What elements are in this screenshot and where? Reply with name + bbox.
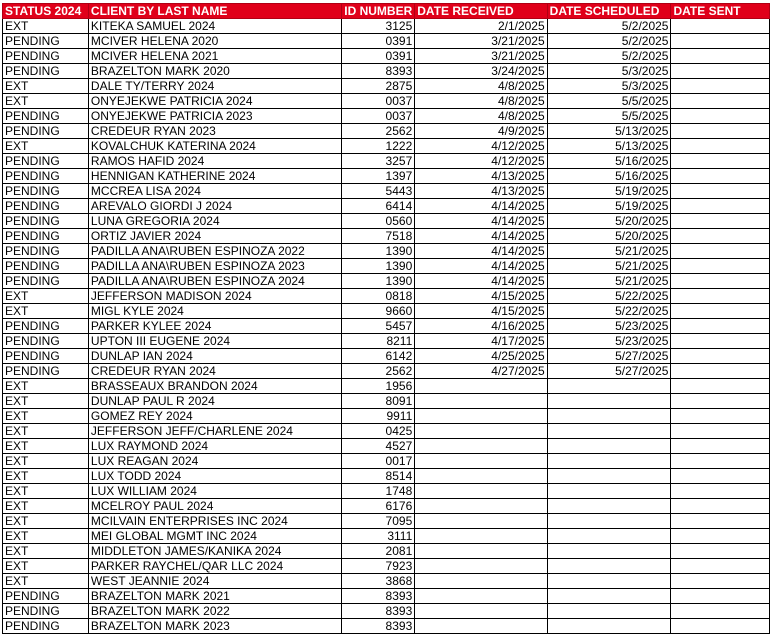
header-date-scheduled[interactable]: DATE SCHEDULED — [547, 4, 671, 19]
cell-date-received[interactable] — [415, 454, 547, 469]
table-row — [3, 79, 770, 94]
cell-status[interactable]: EXT — [3, 409, 89, 424]
cell-status[interactable]: EXT — [3, 439, 89, 454]
cell-client[interactable]: JEFFERSON MADISON 2024 — [88, 289, 341, 304]
cell-client[interactable]: MIDDLETON JAMES/KANIKA 2024 — [88, 544, 341, 559]
cell-date-sent[interactable] — [671, 139, 770, 154]
cell-id-number[interactable]: 3125 — [342, 19, 415, 34]
cell-status[interactable]: EXT — [3, 139, 89, 154]
table-row — [3, 319, 770, 334]
cell-status[interactable]: PENDING — [3, 34, 89, 49]
cell-date-sent[interactable] — [671, 469, 770, 484]
cell-client[interactable]: BRAZELTON MARK 2022 — [88, 604, 341, 619]
table-row — [3, 244, 770, 259]
cell-status[interactable]: PENDING — [3, 334, 89, 349]
cell-id-number[interactable]: 8393 — [342, 64, 415, 79]
header-client[interactable]: CLIENT BY LAST NAME — [88, 4, 341, 19]
table-row — [3, 604, 770, 619]
cell-date-sent[interactable] — [671, 244, 770, 259]
cell-client[interactable]: MCIVER HELENA 2021 — [88, 49, 341, 64]
cell-client[interactable]: UPTON III EUGENE 2024 — [88, 334, 341, 349]
cell-id-number[interactable]: 1956 — [342, 379, 415, 394]
cell-client[interactable]: DALE TY/TERRY 2024 — [88, 79, 341, 94]
table-row — [3, 304, 770, 319]
cell-date-received[interactable] — [415, 469, 547, 484]
cell-client[interactable]: GOMEZ REY 2024 — [88, 409, 341, 424]
table-row — [3, 379, 770, 394]
cell-status[interactable]: PENDING — [3, 604, 89, 619]
table-row — [3, 94, 770, 109]
cell-date-received[interactable]: 4/25/2025 — [415, 349, 547, 364]
cell-date-received[interactable] — [415, 484, 547, 499]
cell-date-scheduled[interactable] — [547, 409, 671, 424]
cell-date-sent[interactable] — [671, 289, 770, 304]
table-row — [3, 169, 770, 184]
table-row — [3, 454, 770, 469]
cell-id-number[interactable]: 8393 — [342, 619, 415, 634]
cell-date-scheduled[interactable]: 5/22/2025 — [547, 289, 671, 304]
cell-date-sent[interactable] — [671, 229, 770, 244]
cell-date-sent[interactable] — [671, 574, 770, 589]
cell-status[interactable]: EXT — [3, 19, 89, 34]
cell-date-sent[interactable] — [671, 109, 770, 124]
table-row — [3, 394, 770, 409]
cell-status[interactable]: EXT — [3, 304, 89, 319]
table-row — [3, 424, 770, 439]
cell-client[interactable]: LUX WILLIAM 2024 — [88, 484, 341, 499]
header-id-number[interactable]: ID NUMBER — [342, 4, 415, 19]
table-row — [3, 484, 770, 499]
cell-date-scheduled[interactable]: 5/16/2025 — [547, 169, 671, 184]
cell-date-received[interactable]: 4/8/2025 — [415, 94, 547, 109]
cell-date-scheduled[interactable]: 5/20/2025 — [547, 229, 671, 244]
cell-client[interactable]: ONYEJEKWE PATRICIA 2023 — [88, 109, 341, 124]
cell-id-number[interactable]: 0017 — [342, 454, 415, 469]
cell-date-scheduled[interactable]: 5/2/2025 — [547, 49, 671, 64]
cell-id-number[interactable]: 2562 — [342, 364, 415, 379]
cell-id-number[interactable]: 7923 — [342, 559, 415, 574]
cell-date-scheduled[interactable] — [547, 379, 671, 394]
cell-date-scheduled[interactable] — [547, 484, 671, 499]
cell-client[interactable]: KOVALCHUK KATERINA 2024 — [88, 139, 341, 154]
table-row — [3, 64, 770, 79]
cell-date-sent[interactable] — [671, 589, 770, 604]
cell-date-scheduled[interactable]: 5/20/2025 — [547, 214, 671, 229]
cell-status[interactable]: EXT — [3, 424, 89, 439]
cell-client[interactable]: PARKER RAYCHEL/QAR LLC 2024 — [88, 559, 341, 574]
cell-date-received[interactable]: 4/13/2025 — [415, 169, 547, 184]
cell-id-number[interactable]: 0037 — [342, 94, 415, 109]
cell-date-received[interactable]: 3/21/2025 — [415, 49, 547, 64]
cell-date-received[interactable]: 4/14/2025 — [415, 274, 547, 289]
cell-id-number[interactable]: 5443 — [342, 184, 415, 199]
cell-date-scheduled[interactable]: 5/2/2025 — [547, 19, 671, 34]
cell-client[interactable]: MEI GLOBAL MGMT INC 2024 — [88, 529, 341, 544]
cell-client[interactable]: LUX RAYMOND 2024 — [88, 439, 341, 454]
cell-date-received[interactable]: 4/12/2025 — [415, 139, 547, 154]
cell-date-sent[interactable] — [671, 214, 770, 229]
cell-date-sent[interactable] — [671, 184, 770, 199]
table-row — [3, 289, 770, 304]
cell-id-number[interactable]: 9660 — [342, 304, 415, 319]
cell-client[interactable]: ONYEJEKWE PATRICIA 2024 — [88, 94, 341, 109]
cell-date-scheduled[interactable]: 5/23/2025 — [547, 334, 671, 349]
cell-date-received[interactable] — [415, 589, 547, 604]
cell-date-sent[interactable] — [671, 454, 770, 469]
cell-status[interactable]: EXT — [3, 79, 89, 94]
cell-status[interactable]: PENDING — [3, 349, 89, 364]
cell-date-scheduled[interactable] — [547, 424, 671, 439]
table-row — [3, 214, 770, 229]
cell-client[interactable]: MCCREA LISA 2024 — [88, 184, 341, 199]
cell-status[interactable]: EXT — [3, 289, 89, 304]
table-row — [3, 259, 770, 274]
cell-date-sent[interactable] — [671, 349, 770, 364]
cell-id-number[interactable]: 1390 — [342, 274, 415, 289]
table-row — [3, 109, 770, 124]
cell-id-number[interactable]: 1390 — [342, 259, 415, 274]
cell-date-sent[interactable] — [671, 79, 770, 94]
cell-date-received[interactable] — [415, 559, 547, 574]
cell-date-sent[interactable] — [671, 169, 770, 184]
cell-id-number[interactable]: 0391 — [342, 34, 415, 49]
cell-id-number[interactable]: 6142 — [342, 349, 415, 364]
cell-date-received[interactable]: 4/14/2025 — [415, 244, 547, 259]
cell-date-received[interactable] — [415, 574, 547, 589]
cell-date-scheduled[interactable]: 5/5/2025 — [547, 94, 671, 109]
cell-status[interactable]: PENDING — [3, 154, 89, 169]
cell-status[interactable]: PENDING — [3, 274, 89, 289]
table-row — [3, 199, 770, 214]
cell-client[interactable]: MIGL KYLE 2024 — [88, 304, 341, 319]
cell-date-scheduled[interactable]: 5/19/2025 — [547, 184, 671, 199]
cell-client[interactable]: MCILVAIN ENTERPRISES INC 2024 — [88, 514, 341, 529]
table-row — [3, 559, 770, 574]
cell-date-sent[interactable] — [671, 484, 770, 499]
cell-id-number[interactable]: 1397 — [342, 169, 415, 184]
cell-status[interactable]: EXT — [3, 559, 89, 574]
cell-client[interactable]: KITEKA SAMUEL 2024 — [88, 19, 341, 34]
cell-date-scheduled[interactable]: 5/3/2025 — [547, 64, 671, 79]
table-row — [3, 469, 770, 484]
cell-status[interactable]: PENDING — [3, 64, 89, 79]
cell-client[interactable]: LUX TODD 2024 — [88, 469, 341, 484]
cell-status[interactable]: PENDING — [3, 619, 89, 634]
cell-status[interactable]: PENDING — [3, 319, 89, 334]
cell-date-scheduled[interactable]: 5/21/2025 — [547, 244, 671, 259]
cell-client[interactable]: CREDEUR RYAN 2023 — [88, 124, 341, 139]
table-row — [3, 619, 770, 634]
cell-date-received[interactable] — [415, 394, 547, 409]
cell-date-received[interactable]: 4/14/2025 — [415, 214, 547, 229]
cell-status[interactable]: PENDING — [3, 184, 89, 199]
cell-date-scheduled[interactable]: 5/22/2025 — [547, 304, 671, 319]
cell-date-sent[interactable] — [671, 439, 770, 454]
table-row — [3, 154, 770, 169]
cell-date-received[interactable] — [415, 379, 547, 394]
cell-id-number[interactable]: 0818 — [342, 289, 415, 304]
cell-date-sent[interactable] — [671, 409, 770, 424]
cell-status[interactable]: PENDING — [3, 214, 89, 229]
cell-id-number[interactable]: 4527 — [342, 439, 415, 454]
cell-status[interactable]: PENDING — [3, 199, 89, 214]
table-row — [3, 274, 770, 289]
cell-date-received[interactable]: 4/15/2025 — [415, 304, 547, 319]
cell-client[interactable]: LUX REAGAN 2024 — [88, 454, 341, 469]
client-status-table — [2, 3, 770, 634]
header-date-sent[interactable]: DATE SENT — [671, 4, 770, 19]
cell-date-received[interactable]: 3/21/2025 — [415, 34, 547, 49]
cell-date-scheduled[interactable]: 5/13/2025 — [547, 139, 671, 154]
cell-date-scheduled[interactable] — [547, 589, 671, 604]
cell-id-number[interactable]: 8514 — [342, 469, 415, 484]
cell-date-scheduled[interactable] — [547, 469, 671, 484]
cell-id-number[interactable]: 1390 — [342, 244, 415, 259]
cell-date-sent[interactable] — [671, 199, 770, 214]
cell-date-sent[interactable] — [671, 154, 770, 169]
cell-client[interactable]: PARKER KYLEE 2024 — [88, 319, 341, 334]
cell-date-sent[interactable] — [671, 94, 770, 109]
cell-client[interactable]: PADILLA ANA\RUBEN ESPINOZA 2022 — [88, 244, 341, 259]
cell-date-sent[interactable] — [671, 379, 770, 394]
cell-id-number[interactable]: 1748 — [342, 484, 415, 499]
cell-date-scheduled[interactable]: 5/19/2025 — [547, 199, 671, 214]
cell-client[interactable]: WEST JEANNIE 2024 — [88, 574, 341, 589]
cell-status[interactable]: EXT — [3, 499, 89, 514]
cell-date-scheduled[interactable]: 5/21/2025 — [547, 259, 671, 274]
cell-date-received[interactable]: 4/14/2025 — [415, 229, 547, 244]
cell-status[interactable]: PENDING — [3, 244, 89, 259]
cell-status[interactable]: PENDING — [3, 109, 89, 124]
table-row — [3, 184, 770, 199]
cell-date-received[interactable]: 4/27/2025 — [415, 364, 547, 379]
table-row — [3, 349, 770, 364]
cell-client[interactable]: RAMOS HAFID 2024 — [88, 154, 341, 169]
table-row — [3, 589, 770, 604]
cell-date-scheduled[interactable]: 5/2/2025 — [547, 34, 671, 49]
table-row — [3, 544, 770, 559]
cell-status[interactable]: PENDING — [3, 259, 89, 274]
header-date-received[interactable]: DATE RECEIVED — [415, 4, 547, 19]
cell-status[interactable]: EXT — [3, 379, 89, 394]
cell-status[interactable]: EXT — [3, 94, 89, 109]
cell-date-scheduled[interactable]: 5/3/2025 — [547, 79, 671, 94]
cell-date-received[interactable] — [415, 514, 547, 529]
cell-date-scheduled[interactable] — [547, 454, 671, 469]
table-row — [3, 499, 770, 514]
cell-date-received[interactable]: 4/8/2025 — [415, 79, 547, 94]
cell-date-sent[interactable] — [671, 334, 770, 349]
cell-id-number[interactable]: 1222 — [342, 139, 415, 154]
cell-date-sent[interactable] — [671, 319, 770, 334]
table-row — [3, 229, 770, 244]
cell-date-scheduled[interactable]: 5/23/2025 — [547, 319, 671, 334]
cell-client[interactable]: JEFFERSON JEFF/CHARLENE 2024 — [88, 424, 341, 439]
cell-date-scheduled[interactable]: 5/21/2025 — [547, 274, 671, 289]
cell-date-scheduled[interactable] — [547, 439, 671, 454]
cell-date-received[interactable]: 4/14/2025 — [415, 259, 547, 274]
cell-date-scheduled[interactable] — [547, 544, 671, 559]
cell-date-received[interactable]: 4/12/2025 — [415, 154, 547, 169]
cell-status[interactable]: PENDING — [3, 589, 89, 604]
cell-date-sent[interactable] — [671, 364, 770, 379]
cell-date-scheduled[interactable] — [547, 529, 671, 544]
header-status[interactable]: STATUS 2024 — [3, 4, 89, 19]
cell-status[interactable]: EXT — [3, 544, 89, 559]
cell-client[interactable]: CREDEUR RYAN 2024 — [88, 364, 341, 379]
cell-status[interactable]: EXT — [3, 484, 89, 499]
cell-date-sent[interactable] — [671, 49, 770, 64]
cell-client[interactable]: ORTIZ JAVIER 2024 — [88, 229, 341, 244]
cell-date-sent[interactable] — [671, 304, 770, 319]
cell-id-number[interactable]: 8211 — [342, 334, 415, 349]
cell-id-number[interactable]: 9911 — [342, 409, 415, 424]
table-row — [3, 334, 770, 349]
cell-date-scheduled[interactable] — [547, 394, 671, 409]
table-row — [3, 124, 770, 139]
cell-id-number[interactable]: 3111 — [342, 529, 415, 544]
cell-date-received[interactable] — [415, 439, 547, 454]
cell-status[interactable]: PENDING — [3, 49, 89, 64]
cell-id-number[interactable]: 0560 — [342, 214, 415, 229]
cell-client[interactable]: PADILLA ANA\RUBEN ESPINOZA 2024 — [88, 274, 341, 289]
cell-status[interactable]: PENDING — [3, 229, 89, 244]
cell-client[interactable]: BRASSEAUX BRANDON 2024 — [88, 379, 341, 394]
cell-client[interactable]: BRAZELTON MARK 2023 — [88, 619, 341, 634]
cell-date-sent[interactable] — [671, 19, 770, 34]
cell-date-received[interactable]: 4/14/2025 — [415, 199, 547, 214]
cell-date-received[interactable]: 3/24/2025 — [415, 64, 547, 79]
cell-date-received[interactable]: 2/1/2025 — [415, 19, 547, 34]
cell-id-number[interactable]: 2875 — [342, 79, 415, 94]
table-row — [3, 19, 770, 34]
cell-status[interactable]: PENDING — [3, 364, 89, 379]
cell-date-received[interactable] — [415, 544, 547, 559]
cell-client[interactable]: BRAZELTON MARK 2020 — [88, 64, 341, 79]
cell-id-number[interactable]: 8393 — [342, 604, 415, 619]
cell-status[interactable]: PENDING — [3, 124, 89, 139]
cell-id-number[interactable]: 8091 — [342, 394, 415, 409]
cell-client[interactable]: MCELROY PAUL 2024 — [88, 499, 341, 514]
cell-client[interactable]: LUNA GREGORIA 2024 — [88, 214, 341, 229]
cell-date-received[interactable] — [415, 409, 547, 424]
cell-date-received[interactable] — [415, 529, 547, 544]
cell-status[interactable]: EXT — [3, 394, 89, 409]
cell-date-sent[interactable] — [671, 274, 770, 289]
table-row — [3, 574, 770, 589]
cell-client[interactable]: AREVALO GIORDI J 2024 — [88, 199, 341, 214]
table-row — [3, 34, 770, 49]
cell-id-number[interactable]: 6414 — [342, 199, 415, 214]
cell-date-received[interactable] — [415, 619, 547, 634]
cell-id-number[interactable]: 2081 — [342, 544, 415, 559]
header-row — [3, 4, 770, 19]
cell-id-number[interactable]: 3868 — [342, 574, 415, 589]
table-row — [3, 409, 770, 424]
cell-date-scheduled[interactable]: 5/5/2025 — [547, 109, 671, 124]
cell-client[interactable]: DUNLAP IAN 2024 — [88, 349, 341, 364]
cell-date-scheduled[interactable] — [547, 574, 671, 589]
cell-id-number[interactable]: 7095 — [342, 514, 415, 529]
cell-date-received[interactable]: 4/16/2025 — [415, 319, 547, 334]
cell-client[interactable]: BRAZELTON MARK 2021 — [88, 589, 341, 604]
cell-date-sent[interactable] — [671, 559, 770, 574]
cell-date-scheduled[interactable] — [547, 619, 671, 634]
cell-date-sent[interactable] — [671, 544, 770, 559]
cell-client[interactable]: MCIVER HELENA 2020 — [88, 34, 341, 49]
table-row — [3, 139, 770, 154]
cell-id-number[interactable]: 5457 — [342, 319, 415, 334]
cell-date-received[interactable]: 4/15/2025 — [415, 289, 547, 304]
cell-status[interactable]: EXT — [3, 529, 89, 544]
cell-date-received[interactable] — [415, 424, 547, 439]
cell-date-sent[interactable] — [671, 499, 770, 514]
cell-date-received[interactable] — [415, 499, 547, 514]
cell-date-sent[interactable] — [671, 604, 770, 619]
cell-date-scheduled[interactable]: 5/27/2025 — [547, 364, 671, 379]
cell-status[interactable]: EXT — [3, 574, 89, 589]
cell-id-number[interactable]: 0037 — [342, 109, 415, 124]
cell-id-number[interactable]: 8393 — [342, 589, 415, 604]
cell-date-scheduled[interactable] — [547, 604, 671, 619]
cell-date-received[interactable]: 4/17/2025 — [415, 334, 547, 349]
cell-date-sent[interactable] — [671, 619, 770, 634]
cell-date-received[interactable]: 4/8/2025 — [415, 109, 547, 124]
cell-date-sent[interactable] — [671, 259, 770, 274]
table-row — [3, 514, 770, 529]
cell-id-number[interactable]: 0425 — [342, 424, 415, 439]
cell-id-number[interactable]: 7518 — [342, 229, 415, 244]
cell-status[interactable]: EXT — [3, 454, 89, 469]
cell-status[interactable]: PENDING — [3, 169, 89, 184]
cell-date-sent[interactable] — [671, 124, 770, 139]
table-row — [3, 439, 770, 454]
cell-date-received[interactable]: 4/13/2025 — [415, 184, 547, 199]
cell-date-sent[interactable] — [671, 424, 770, 439]
cell-date-received[interactable]: 4/9/2025 — [415, 124, 547, 139]
cell-date-sent[interactable] — [671, 34, 770, 49]
cell-date-sent[interactable] — [671, 64, 770, 79]
cell-id-number[interactable]: 3257 — [342, 154, 415, 169]
cell-client[interactable]: HENNIGAN KATHERINE 2024 — [88, 169, 341, 184]
cell-date-scheduled[interactable] — [547, 499, 671, 514]
cell-date-scheduled[interactable] — [547, 514, 671, 529]
cell-id-number[interactable]: 0391 — [342, 49, 415, 64]
cell-id-number[interactable]: 2562 — [342, 124, 415, 139]
table-row — [3, 364, 770, 379]
table-row — [3, 529, 770, 544]
cell-date-scheduled[interactable]: 5/16/2025 — [547, 154, 671, 169]
cell-client[interactable]: DUNLAP PAUL R 2024 — [88, 394, 341, 409]
cell-date-sent[interactable] — [671, 514, 770, 529]
cell-status[interactable]: EXT — [3, 514, 89, 529]
table-row — [3, 49, 770, 64]
cell-id-number[interactable]: 6176 — [342, 499, 415, 514]
cell-date-sent[interactable] — [671, 529, 770, 544]
cell-date-scheduled[interactable] — [547, 559, 671, 574]
cell-date-received[interactable] — [415, 604, 547, 619]
cell-client[interactable]: PADILLA ANA\RUBEN ESPINOZA 2023 — [88, 259, 341, 274]
cell-date-sent[interactable] — [671, 394, 770, 409]
cell-date-scheduled[interactable]: 5/13/2025 — [547, 124, 671, 139]
cell-date-scheduled[interactable]: 5/27/2025 — [547, 349, 671, 364]
cell-status[interactable]: EXT — [3, 469, 89, 484]
